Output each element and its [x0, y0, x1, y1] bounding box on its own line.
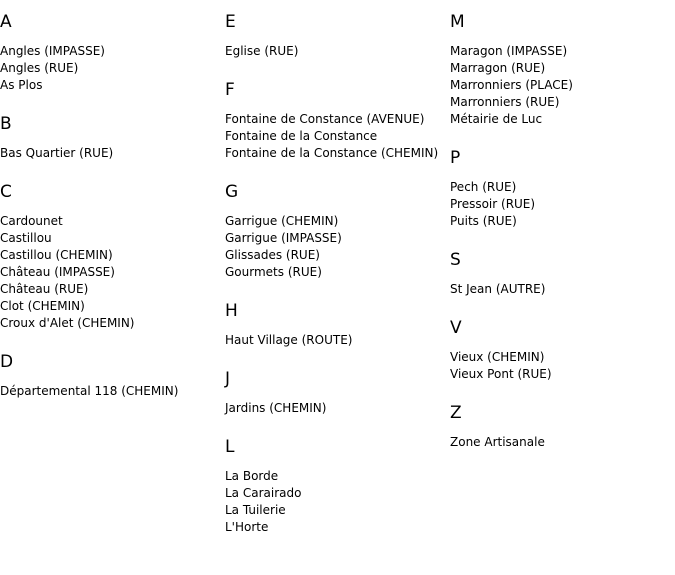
street-name: Jardins (CHEMIN): [225, 401, 327, 415]
letter-group: [0, 181, 225, 332]
letter-heading: D: [0, 352, 14, 372]
letter-heading: S: [450, 250, 461, 270]
street-name: Départemental 118 (CHEMIN): [0, 384, 179, 398]
letter-heading: C: [0, 182, 12, 202]
street-name: Clot (CHEMIN): [0, 299, 85, 313]
letter-heading: F: [225, 80, 235, 100]
street-name: Fontaine de la Constance (CHEMIN): [225, 146, 439, 160]
street-list: [450, 281, 675, 298]
letter-group: [450, 249, 675, 298]
letter-group: [225, 300, 450, 349]
letter-group: [225, 79, 450, 162]
street-list: [0, 43, 225, 94]
street-name: Fontaine de Constance (AVENUE): [225, 112, 425, 126]
letter-heading: P: [450, 148, 461, 168]
street-list: [0, 213, 225, 332]
street-list: [225, 400, 450, 417]
street-name: Métairie de Luc: [450, 112, 543, 126]
street-name: Château (IMPASSE): [0, 265, 115, 279]
letter-heading: Z: [450, 403, 462, 423]
street-list: [450, 349, 675, 383]
street-list: [225, 213, 450, 281]
letter-heading: G: [225, 182, 239, 202]
letter-group: [450, 147, 675, 230]
street-name: Pech (RUE): [450, 180, 517, 194]
street-list: [225, 468, 450, 536]
street-name: Château (RUE): [0, 282, 89, 296]
letter-group: [0, 113, 225, 162]
letter-heading: B: [0, 114, 12, 134]
street-name: Vieux (CHEMIN): [450, 350, 545, 364]
street-name: La Borde: [225, 469, 279, 483]
street-name: La Carairado: [225, 486, 302, 500]
letter-heading: L: [225, 437, 235, 457]
street-name: Bas Quartier (RUE): [0, 146, 114, 160]
street-name: Angles (IMPASSE): [0, 44, 105, 58]
street-name: Castillou: [0, 231, 52, 245]
street-name: Eglise (RUE): [225, 44, 299, 58]
letter-group: [0, 11, 225, 94]
street-index-column-3: [450, 11, 675, 470]
street-name: Pressoir (RUE): [450, 197, 536, 211]
letter-heading: J: [225, 369, 231, 389]
street-name: Puits (RUE): [450, 214, 517, 228]
street-name: St Jean (AUTRE): [450, 282, 546, 296]
street-list: [450, 179, 675, 230]
letter-group: [450, 11, 675, 128]
street-name: Glissades (RUE): [225, 248, 320, 262]
street-list: [225, 111, 450, 162]
street-name: Croux d'Alet (CHEMIN): [0, 316, 135, 330]
street-name: Maragon (IMPASSE): [450, 44, 568, 58]
street-name: Marragon (RUE): [450, 61, 546, 75]
street-list: [450, 434, 675, 451]
letter-heading: H: [225, 301, 238, 321]
letter-group: [0, 351, 225, 400]
street-list: [0, 383, 225, 400]
letter-heading: M: [450, 12, 465, 32]
letter-group: [225, 181, 450, 281]
street-index-column-2: [225, 11, 450, 555]
letter-group: [225, 436, 450, 536]
street-index-column-1: [0, 11, 225, 419]
street-name: Marronniers (PLACE): [450, 78, 573, 92]
street-list: [0, 145, 225, 162]
street-name: La Tuilerie: [225, 503, 286, 517]
letter-group: [450, 402, 675, 451]
letter-group: [450, 317, 675, 383]
street-name: As Plos: [0, 78, 43, 92]
street-name: Zone Artisanale: [450, 435, 545, 449]
street-name: Angles (RUE): [0, 61, 79, 75]
street-name: Garrigue (IMPASSE): [225, 231, 342, 245]
letter-group: [225, 11, 450, 60]
street-list: [225, 332, 450, 349]
street-name: Garrigue (CHEMIN): [225, 214, 339, 228]
letter-group: [225, 368, 450, 417]
street-name: Gourmets (RUE): [225, 265, 322, 279]
letter-heading: A: [0, 12, 12, 32]
street-name: Castillou (CHEMIN): [0, 248, 113, 262]
letter-heading: E: [225, 12, 236, 32]
street-name: Cardounet: [0, 214, 63, 228]
street-list: [450, 43, 675, 128]
street-name: Vieux Pont (RUE): [450, 367, 552, 381]
street-list: [225, 43, 450, 60]
street-name: L'Horte: [225, 520, 269, 534]
letter-heading: V: [450, 318, 462, 338]
street-name: Fontaine de la Constance: [225, 129, 378, 143]
street-name: Haut Village (ROUTE): [225, 333, 353, 347]
street-name: Marronniers (RUE): [450, 95, 560, 109]
